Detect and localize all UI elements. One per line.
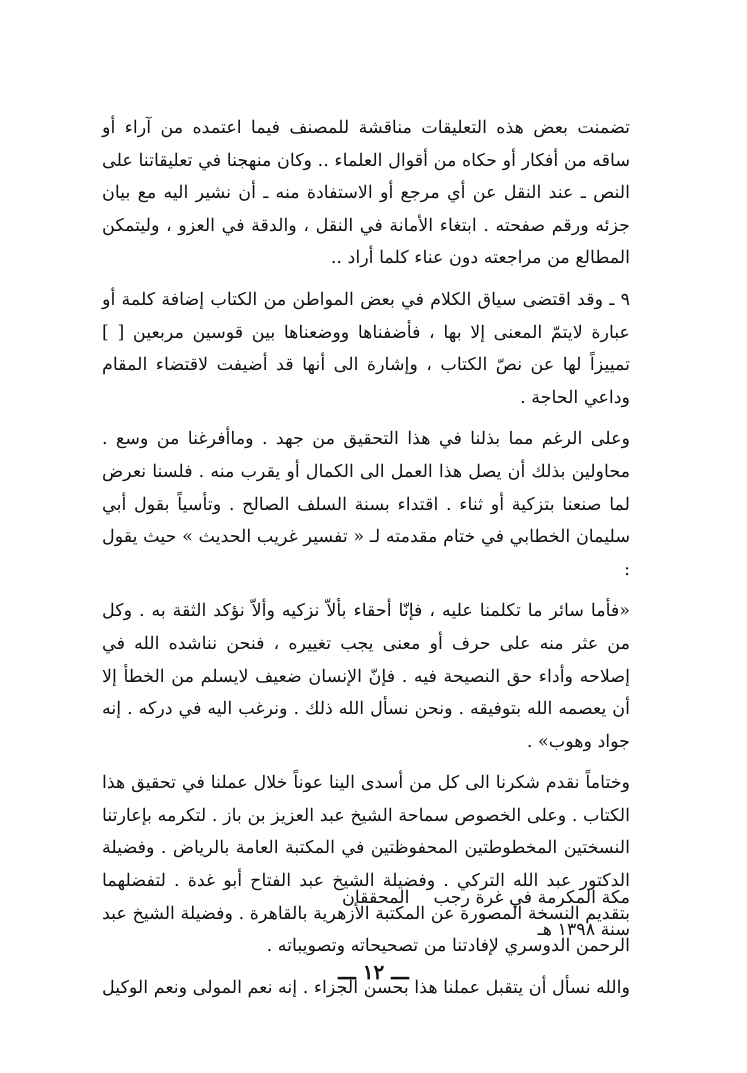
place-date: مكة المكرمة في غرة رجب سنة ١٣٩٨ هـ	[433, 888, 630, 940]
paragraph-effort: وعلى الرغم مما بذلنا في هذا التحقيق من جهد . وماأفرغنا من وسع . محاولين بذلك أن يصل هذا العمل الى الكمال أو يقرب منه . فلسنا نعرض لما صنعنا بتزكية أو ثناء . اقتداء بسنة السلف الصالح . وتأسياً بقول أبي سليمان الخطابي في ختام مقدمته لـ « تفسير غريب الحديث » حيث يقول :	[102, 429, 630, 580]
paragraph-thanks: وختاماً نقدم شكرنا الى كل من أسدى الينا عوناً خلال عملنا في تحقيق هذا الكتاب . وعلى الخصوص سماحة الشيخ عبد العزيز بن باز . لتكرمه بإعارتنا النسختين المخطوطتين المحفوظتين في المكتبة العامة بالرياض . وفضيلة الدكتور عبد الله التركي . وفضيلة الشيخ عبد الفتاح أبو غدة . لتفضلهما بتقديم النسخة المصورة عن المكتبة الأزهرية بالقاهرة . وفضيلة الشيخ عبد الرحمن الدوسري لإفادتنا من تصحيحاته وتصويباته .	[102, 773, 630, 957]
paragraph-item-9: ٩ ـ وقد اقتضى سياق الكلام في بعض المواطن من الكتاب إضافة كلمة أو عبارة لايتمّ المعنى إلا بها ، فأضفناها ووضعناها بين قوسين مربعين [ ] تمييزاً لها عن نصّ الكتاب ، وإشارة الى أنها قد أضيفت لاقتضاء المقام وداعي الحاجة .	[102, 289, 630, 408]
signature-line	[102, 882, 630, 946]
paragraph-commentary: تضمنت بعض هذه التعليقات مناقشة للمصنف فيما اعتمده من آراء أو ساقه من أفكار أو حكاه من أقوال العلماء .. وكان منهجنا في تعليقاتنا على النص ـ عند النقل عن أي مرجع أو الاستفادة منه ـ أن نشير اليه مع بيان جزئه ورقم صفحته . ابتغاء الأمانة في النقل ، والدقة في العزو ، وليتمكن المطالع من مراجعته دون عناء كلما أراد ..	[102, 118, 630, 269]
signer-name: المحققان	[342, 888, 410, 908]
closing-prayer: والله نسأل أن يتقبل عملنا هذا بحسن الجزاء . إنه نعم المولى ونعم الوكيل	[102, 977, 630, 998]
body-text	[102, 112, 630, 1004]
page-number: ـــ ١٢ ـــ	[338, 960, 409, 984]
paragraph-quote: «فأما سائر ما تكلمنا عليه ، فإنّا أحقاء بألاّ نزكيه وألاّ نؤكد الثقة به . وكل من عثر منه على حرف أو معنى يجب تغييره ، فنحن نناشده الله في إصلاحه وأداء حق النصيحة فيه . فإنّ الإنسان ضعيف لايسلم من الخطأ إلا أن يعصمه الله بتوفيقه . ونحن نسأل الله ذلك . ونرغب اليه في دركه . إنه جواد وهوب» .	[102, 601, 630, 752]
